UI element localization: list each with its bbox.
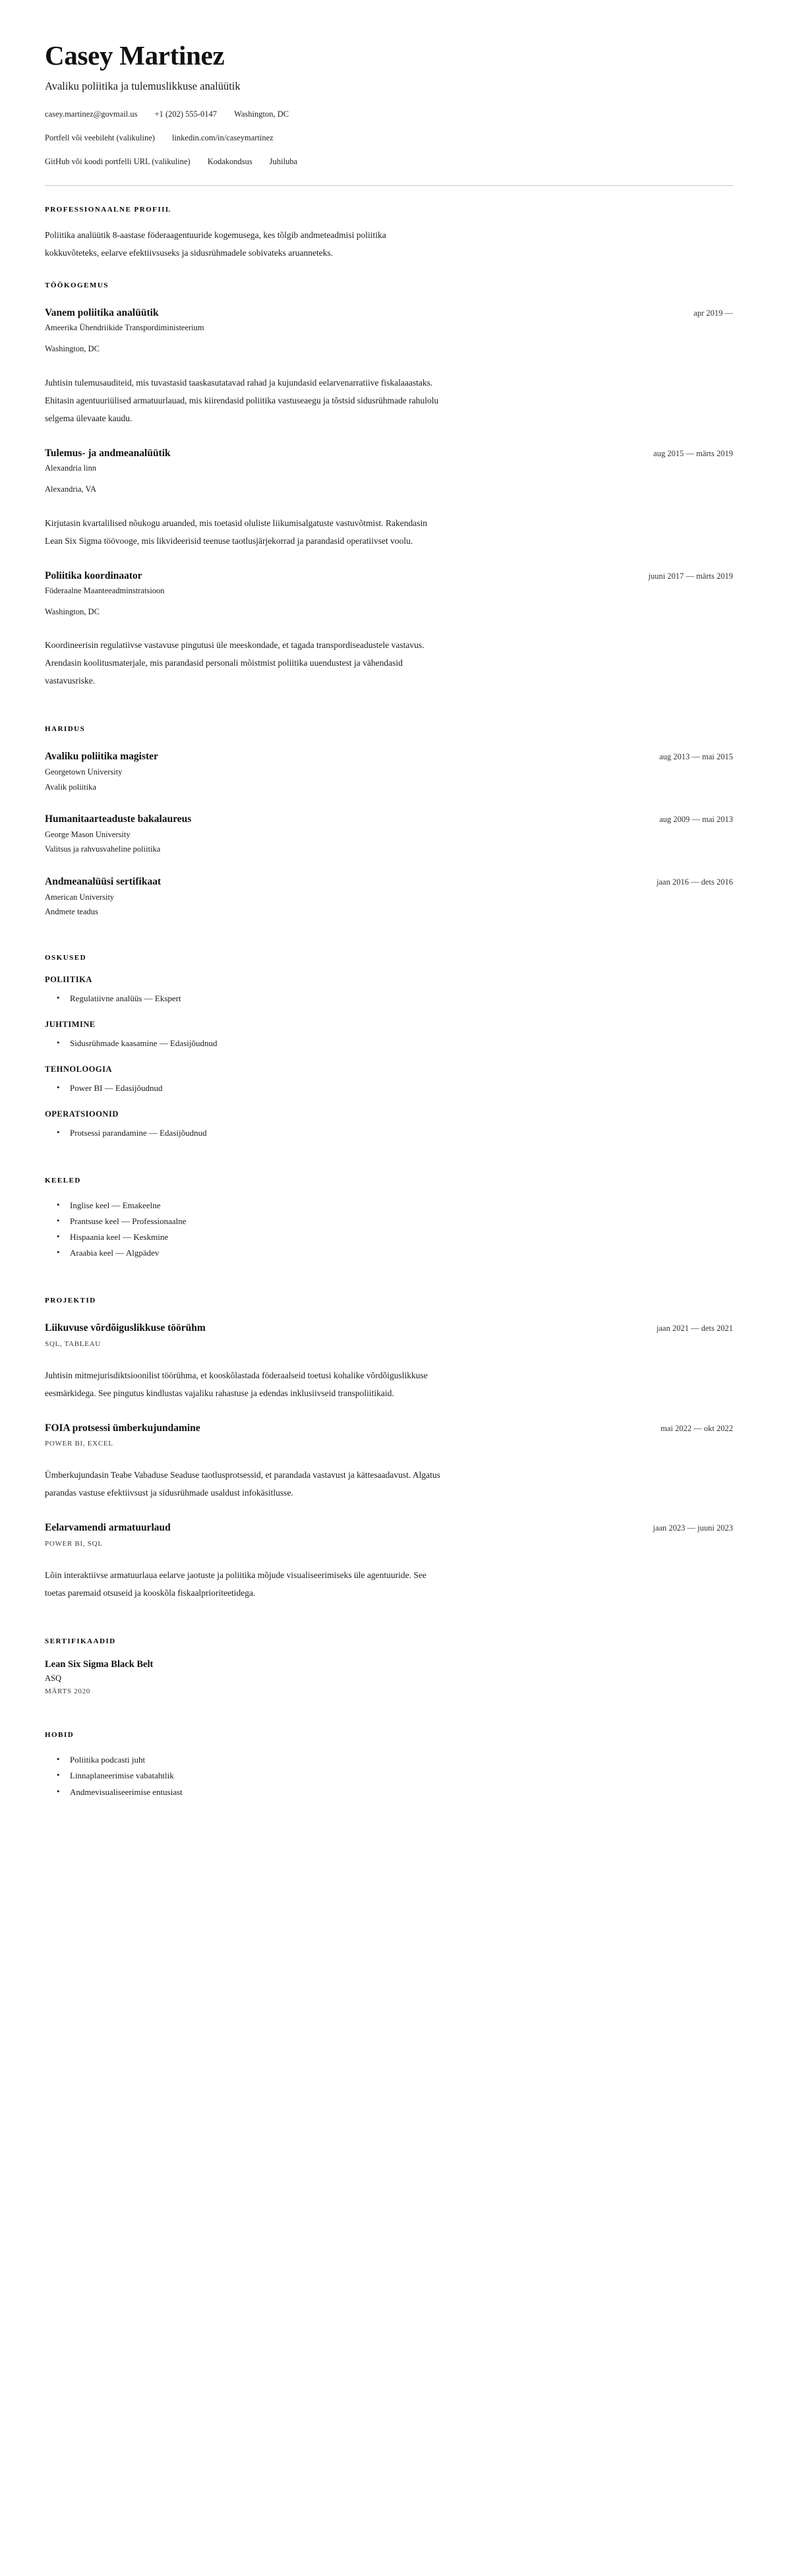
project-entry-header: [45, 1322, 733, 1334]
section-languages: [45, 1177, 733, 1261]
project-tags: SQL, TABLEAU: [45, 1339, 101, 1348]
spacer: [45, 1261, 733, 1277]
experience-entry-header: [45, 570, 733, 582]
section-title-profile: PROFESSIONAALNE PROFIIL: [45, 206, 171, 214]
education-school: Georgetown University: [45, 767, 123, 776]
spacer: [45, 918, 733, 934]
project-name: Eelarvamendi armatuurlaud: [45, 1522, 171, 1534]
project-dates: jaan 2021 — dets 2021: [657, 1324, 733, 1333]
skill-list: [45, 1125, 733, 1141]
skill-item: • Regulatiivne analüüs — Ekspert: [57, 991, 733, 1007]
experience-location: Alexandria, VA: [45, 484, 96, 494]
skill-item: • Protsessi parandamine — Edasijõudnud: [57, 1125, 733, 1141]
contact-line-extra: [45, 157, 733, 167]
skill-group: [45, 1065, 733, 1096]
experience-description: Kirjutasin kvartalilised nõukogu aruanded, mis toetasid oluliste liikumisalgatuste vastuvõtmist. Rakendasin Lean Six Sigma töövooge, mis likvideerisid teenuse taotlusjärjekorrad ja parandasid operatiivset voolu.: [45, 517, 428, 546]
certificate-entry: [45, 1658, 733, 1696]
education-field: Valitsus ja rahvusvaheline poliitika: [45, 844, 161, 854]
project-tags: POWER BI, EXCEL: [45, 1440, 113, 1448]
contact-linkedin[interactable]: linkedin.com/in/caseymartinez: [171, 133, 274, 143]
experience-organization: Föderaalne Maanteeadminstratsioon: [45, 585, 165, 595]
experience-organization: Ameerika Ühendriikide Transpordiministeerium: [45, 323, 204, 333]
project-name: FOIA protsessi ümberkujundamine: [45, 1422, 200, 1434]
project-dates: mai 2022 — okt 2022: [660, 1423, 733, 1433]
education-degree: Humanitaarteaduste bakalaureus: [45, 813, 192, 825]
contact-portfolio-placeholder[interactable]: Portfell või veebileht (valikuline): [45, 133, 155, 143]
project-entry: [45, 1422, 733, 1502]
section-profile: [45, 206, 733, 262]
education-degree: Andmeanalüüsi sertifikaat: [45, 876, 161, 888]
project-dates: jaan 2023 — juuni 2023: [653, 1523, 733, 1533]
education-dates: aug 2009 — mai 2013: [659, 815, 733, 825]
experience-role: Poliitika koordinaator: [45, 570, 142, 581]
section-skills: [45, 954, 733, 1141]
spacer: [45, 1695, 733, 1711]
project-name: Liikuvuse võrdõiguslikkuse töörühm: [45, 1322, 206, 1334]
section-certificates: [45, 1637, 733, 1696]
header-divider: [45, 185, 733, 186]
education-school: George Mason University: [45, 829, 131, 839]
candidate-name: Casey Martinez: [45, 40, 225, 71]
skill-list: [45, 1036, 733, 1051]
project-description: Lõin interaktiivse armatuurlaua eelarve jaotuste ja poliitika mõjude visualiseerimiseks üle agentuuride. See toetas paremaid otsuseid ja kooskõla fiskaalprioriteetidega.: [45, 1569, 426, 1598]
language-list: [45, 1198, 733, 1261]
skill-group-name: OPERATSIOONID: [45, 1109, 119, 1119]
experience-role: Tulemus- ja andmeanalüütik: [45, 447, 171, 459]
section-education: [45, 725, 733, 918]
section-projects: [45, 1297, 733, 1601]
education-dates: jaan 2016 — dets 2016: [657, 877, 733, 887]
experience-entry: [45, 570, 733, 690]
spacer: [45, 1602, 733, 1618]
spacer: [45, 1141, 733, 1157]
skill-list: [45, 991, 733, 1007]
experience-dates: apr 2019 —: [693, 308, 733, 318]
contact-drivers-license: Juhiluba: [269, 157, 298, 167]
section-title-hobbies: HOBID: [45, 1731, 74, 1740]
project-entry: [45, 1322, 733, 1401]
experience-location: Washington, DC: [45, 343, 100, 353]
experience-location: Washington, DC: [45, 606, 100, 616]
spacer: [45, 689, 733, 705]
section-title-languages: KEELED: [45, 1177, 81, 1185]
language-item: • Araabia keel — Algpädev: [57, 1245, 733, 1261]
education-entry-header: [45, 813, 733, 825]
project-description: Ümberkujundasin Teabe Vabaduse Seaduse taotlusprotsessid, et parandada vastavust ja kättesaadavust. Algatus parandas vastuse efektiivsust ja sidusrühmade usaldust infokäsitlusse.: [45, 1470, 440, 1498]
education-field: Andmete teadus: [45, 907, 98, 917]
resume-header: [45, 41, 733, 167]
section-hobbies: [45, 1731, 733, 1800]
contact-github-placeholder[interactable]: GitHub või koodi portfelli URL (valikuline): [45, 157, 190, 167]
education-entry-header: [45, 750, 733, 763]
experience-dates: juuni 2017 — märts 2019: [648, 571, 733, 581]
skill-group-name: POLIITIKA: [45, 975, 92, 985]
skill-list: [45, 1080, 733, 1096]
experience-entry: [45, 447, 733, 550]
skill-group: [45, 1109, 733, 1141]
project-entry-header: [45, 1422, 733, 1434]
hobby-list: [45, 1752, 733, 1800]
experience-description: Koordineerisin regulatiivse vastavuse pingutusi üle meeskondade, et tagada transpordiseadustele vastavus. Arendasin koolitusmaterjale, mis parandasid personali mõistmist poliitika uuendustest ja vähendasid vastavusriske.: [45, 640, 425, 686]
project-entry: [45, 1521, 733, 1601]
section-title-projects: PROJEKTID: [45, 1297, 96, 1305]
experience-description: Juhtisin tulemusauditeid, mis tuvastasid taaskasutatavad rahad ja kujundasid eelarvenarratiive fiskalaaastaks. Ehitasin agentuuriülised armatuurlauad, mis kiirendasid poliitika vastuseaegu ja tõstsid sidusrühmade rahulolu selgema ülevaate kaudu.: [45, 377, 439, 423]
education-entry-header: [45, 875, 733, 888]
experience-dates: aug 2015 — märts 2019: [653, 448, 733, 458]
education-entry: [45, 875, 733, 918]
section-title-certificates: SERTIFIKAADID: [45, 1637, 116, 1645]
skill-group-name: JUHTIMINE: [45, 1020, 96, 1030]
language-item: • Hispaania keel — Keskmine: [57, 1229, 733, 1245]
education-dates: aug 2013 — mai 2015: [659, 752, 733, 762]
education-entry: [45, 750, 733, 793]
language-item: • Prantsuse keel — Professionaalne: [57, 1214, 733, 1229]
education-degree: Avaliku poliitika magister: [45, 751, 158, 763]
contact-line-portfolio: [45, 133, 733, 143]
contact-location: Washington, DC: [234, 109, 289, 119]
candidate-headline: Avaliku poliitika ja tulemuslikkuse analüütik: [45, 80, 241, 93]
experience-role: Vanem poliitika analüütik: [45, 307, 159, 318]
contact-citizenship: Kodakondsus: [207, 157, 252, 167]
profile-summary-text: Poliitika analüütik 8-aastase föderaagentuuride kogemusega, kes tõlgib andmeteadmisi poliitika kokkuvõteteks, eelarve efektiivsuseks ja sidusrühmadele sobivateks aruanneteks.: [45, 230, 386, 258]
certificate-date: MÄRTS 2020: [45, 1687, 90, 1696]
contact-line-primary: [45, 109, 733, 119]
section-title-skills: OSKUSED: [45, 954, 87, 962]
certificate-name: Lean Six Sigma Black Belt: [45, 1658, 154, 1670]
experience-organization: Alexandria linn: [45, 463, 97, 473]
hobby-item: • Poliitika podcasti juht: [57, 1752, 733, 1768]
education-entry: [45, 813, 733, 856]
hobby-item: • Andmevisualiseerimise entusiast: [57, 1784, 733, 1800]
experience-entry-header: [45, 447, 733, 459]
skill-group-name: TEHNOLOOGIA: [45, 1065, 113, 1074]
section-title-experience: TÖÖKOGEMUS: [45, 281, 109, 289]
skill-group: [45, 1020, 733, 1051]
experience-entry-header: [45, 307, 733, 319]
section-title-education: HARIDUS: [45, 725, 86, 734]
skill-item: • Power BI — Edasijõudnud: [57, 1080, 733, 1096]
skill-group: [45, 975, 733, 1007]
language-item: • Inglise keel — Emakeelne: [57, 1198, 733, 1214]
contact-phone[interactable]: +1 (202) 555-0147: [154, 109, 218, 119]
project-tags: POWER BI, SQL: [45, 1539, 103, 1548]
experience-entry: [45, 307, 733, 427]
project-entry-header: [45, 1521, 733, 1534]
skill-item: • Sidusrühmade kaasamine — Edasijõudnud: [57, 1036, 733, 1051]
project-description: Juhtisin mitmejurisdiktsioonilist töörühma, et kooskõlastada föderaalseid toetusi kohalike võrdõiguslikkuse eesmärkidega. See pingutus kindlustas vajaliku rahastuse ja edendas inklusiivseid transpoliitikaid.: [45, 1370, 428, 1398]
hobby-item: • Linnaplaneerimise vabatahtlik: [57, 1768, 733, 1784]
education-school: American University: [45, 892, 115, 902]
education-field: Avalik poliitika: [45, 782, 96, 792]
contact-email[interactable]: casey.martinez@govmail.us: [45, 109, 138, 119]
section-experience: [45, 281, 733, 690]
certificate-issuer: ASQ: [45, 1674, 62, 1683]
